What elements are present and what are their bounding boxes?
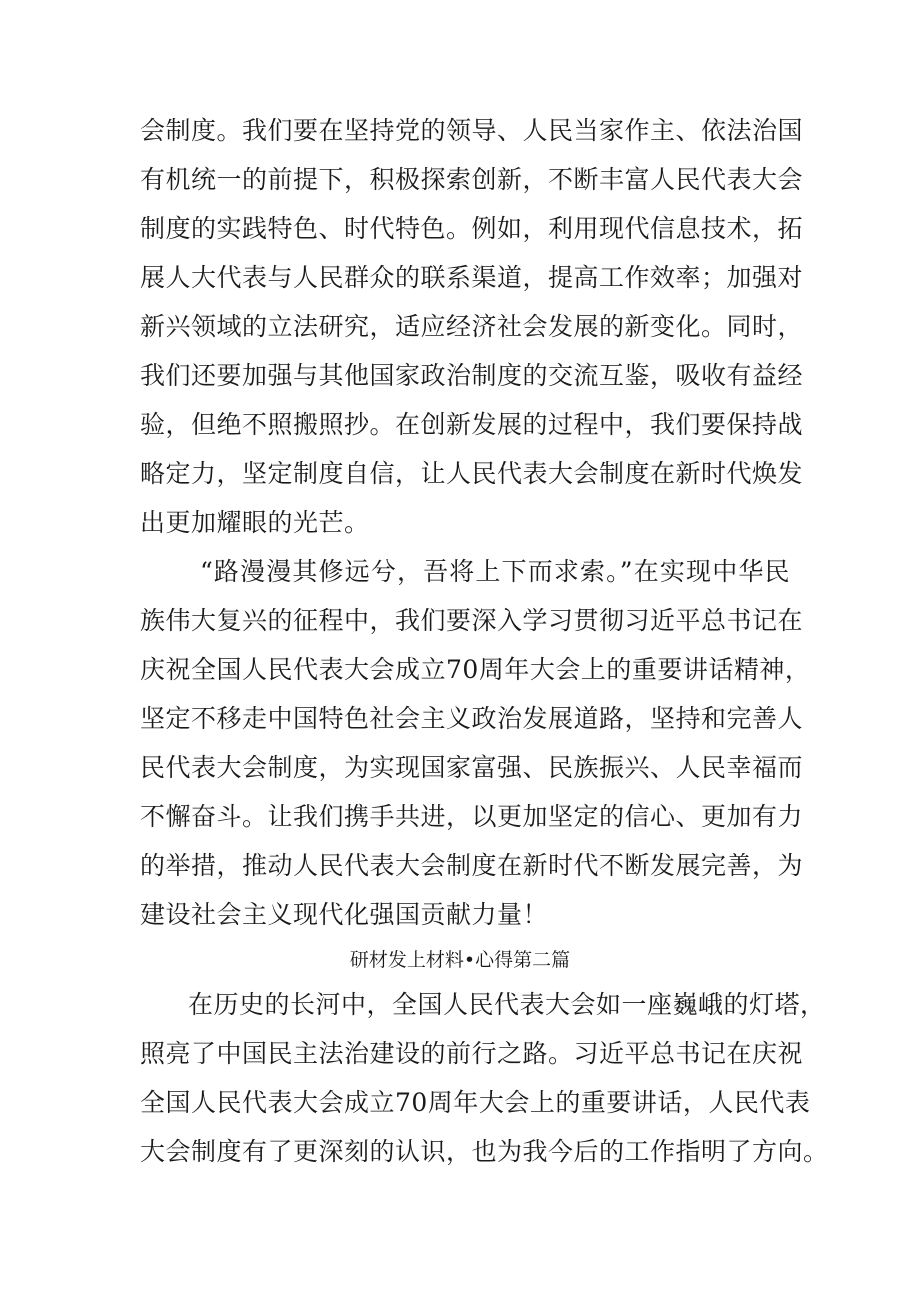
paragraph-2-line-4: 坚定不移走中国特色社会主义政治发展道路，坚持和完善人 [140,704,804,733]
paragraph-1-line-3: 制度的实践特色、时代特色。例如，利用现代信息技术，拓 [140,214,804,243]
paragraph-2-line-7: 的举措，推动人民代表大会制度在新时代不断发展完善，为 [140,851,804,880]
paragraph-3-line-4: 大会制度有了更深刻的认识，也为我今后的工作指明了方向。 [140,1137,829,1166]
paragraph-1-line-8: 略定力，坚定制度自信，让人民代表大会制度在新时代焕发 [140,459,804,488]
paragraph-1-line-9: 出更加耀眼的光芒。 [140,508,370,537]
paragraph-1-line-2: 有机统一的前提下，积极探索创新，不断丰富人民代表大会 [140,165,804,194]
paragraph-1-line-7: 验，但绝不照搬照抄。在创新发展的过程中，我们要保持战 [140,410,804,439]
paragraph-2-line-1: “路漫漫其修远兮，吾将上下而求索。”在实现中华民 [200,557,790,586]
paragraph-2-line-3: 庆祝全国人民代表大会成立70周年大会上的重要讲话精神， [140,655,811,684]
section-heading: 研材发上材料•心得第二篇 [349,949,571,971]
paragraph-2-line-8: 建设社会主义现代化强国贡献力量！ [140,900,549,929]
paragraph-3-line-1: 在历史的长河中，全国人民代表大会如一座巍峨的灯塔， [188,990,826,1019]
paragraph-2-line-6: 不懈奋斗。让我们携手共进，以更加坚定的信心、更加有力 [140,802,804,831]
paragraph-1-line-6: 我们还要加强与其他国家政治制度的交流互鉴，吸收有益经 [140,361,804,390]
paragraph-1-line-1: 会制度。我们要在坚持党的领导、人民当家作主、依法治国 [140,116,804,145]
paragraph-2-line-5: 民代表大会制度，为实现国家富强、民族振兴、人民幸福而 [140,753,804,782]
paragraph-1-line-4: 展人大代表与人民群众的联系渠道，提高工作效率；加强对 [140,263,804,292]
paragraph-3-line-3: 全国人民代表大会成立70周年大会上的重要讲话，人民代表 [140,1088,811,1117]
paragraph-2-line-2: 族伟大复兴的征程中，我们要深入学习贯彻习近平总书记在 [140,606,804,635]
paragraph-1-line-5: 新兴领域的立法研究，适应经济社会发展的新变化。同时， [140,312,804,341]
paragraph-3-line-2: 照亮了中国民主法治建设的前行之路。习近平总书记在庆祝 [140,1039,804,1068]
